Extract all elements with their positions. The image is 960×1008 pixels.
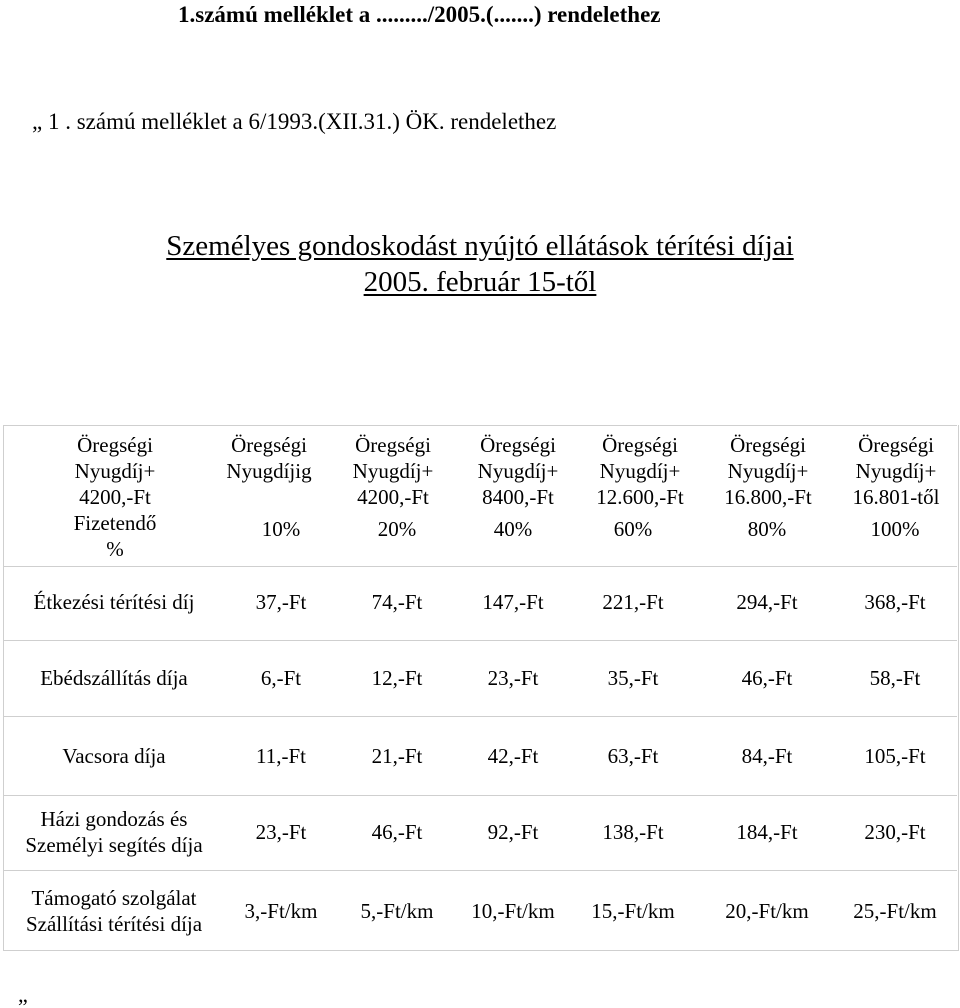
- fee-cell: 221,-Ft: [602, 590, 664, 614]
- document-heading: 1.számú melléklet a ........./2005.(.......) rendelethez: [178, 2, 661, 27]
- fee-cell: 25,-Ft/km: [853, 899, 937, 923]
- table-top-border: [3, 425, 957, 426]
- fee-cell: 20,-Ft/km: [725, 899, 809, 923]
- row-label-line: Étkezési térítési díj: [33, 590, 195, 614]
- header-left: [40, 432, 190, 562]
- table-divider: [3, 795, 957, 796]
- bracket-header: [458, 432, 578, 510]
- fee-cell: 74,-Ft: [371, 590, 423, 614]
- fee-cell: 23,-Ft: [487, 666, 539, 690]
- row-label: [8, 589, 220, 615]
- bracket-line: Nyugdíjig: [226, 459, 312, 483]
- header-left-line: 4200,-Ft: [79, 485, 151, 509]
- fee-cell: 46,-Ft: [371, 820, 423, 844]
- title-line-2: 2005. február 15-től: [363, 266, 597, 298]
- row-label-line: Szállítási térítési díja: [25, 912, 203, 936]
- header-left-line: Öregségi: [77, 433, 153, 457]
- fee-cell: 6,-Ft: [260, 666, 302, 690]
- row-label: [8, 665, 220, 691]
- bracket-header: [836, 432, 956, 510]
- reference-line: „ 1 . számú melléklet a 6/1993.(XII.31.) ÖK. rendelethez: [32, 109, 557, 134]
- bracket-line: Öregségi: [231, 433, 307, 457]
- fee-cell: 42,-Ft: [487, 744, 539, 768]
- fee-cell: 63,-Ft: [607, 744, 659, 768]
- bracket-line: Nyugdíj+: [477, 459, 559, 483]
- table-divider: [3, 566, 957, 567]
- title-line-1: Személyes gondoskodást nyújtó ellátások térítési díjai: [166, 230, 794, 262]
- header-left-line: Fizetendő: [73, 511, 157, 535]
- bracket-header: [338, 432, 448, 510]
- page-title: [0, 228, 960, 300]
- header-left-line: %: [106, 537, 124, 561]
- bracket-line: 12.600,-Ft: [596, 485, 684, 509]
- percentage-cell: 40%: [493, 517, 533, 541]
- fee-cell: 58,-Ft: [869, 666, 921, 690]
- row-label-line: Házi gondozás és: [40, 807, 188, 831]
- row-label: [8, 885, 220, 937]
- fee-cell: 5,-Ft/km: [360, 899, 434, 923]
- fee-cell: 15,-Ft/km: [591, 899, 675, 923]
- bracket-line: Öregségi: [355, 433, 431, 457]
- percentage-cell: 20%: [377, 517, 417, 541]
- fee-cell: 294,-Ft: [736, 590, 798, 614]
- fee-cell: 10,-Ft/km: [471, 899, 555, 923]
- fee-cell: 230,-Ft: [864, 820, 926, 844]
- header-left-line: Nyugdíj+: [74, 459, 156, 483]
- closing-quote: „: [18, 982, 28, 1007]
- percentage-cell: 100%: [870, 517, 920, 541]
- fee-cell: 138,-Ft: [602, 820, 664, 844]
- fee-cell: 105,-Ft: [864, 744, 926, 768]
- fee-cell: 11,-Ft: [256, 744, 306, 768]
- fee-cell: 147,-Ft: [482, 590, 544, 614]
- fee-cell: 3,-Ft/km: [244, 899, 318, 923]
- fee-cell: 12,-Ft: [371, 666, 423, 690]
- fee-cell: 21,-Ft: [371, 744, 423, 768]
- table-divider: [3, 716, 957, 717]
- fee-cell: 35,-Ft: [607, 666, 659, 690]
- table-divider: [3, 640, 957, 641]
- fee-cell: 37,-Ft: [255, 590, 307, 614]
- bracket-line: Nyugdíj+: [855, 459, 937, 483]
- bracket-header: [580, 432, 700, 510]
- bracket-line: 16.801-től: [852, 485, 940, 509]
- bracket-line: 4200,-Ft: [357, 485, 429, 509]
- fee-cell: 84,-Ft: [741, 744, 793, 768]
- bracket-header: [708, 432, 828, 510]
- fee-cell: 184,-Ft: [736, 820, 798, 844]
- row-label-line: Ebédszállítás díja: [40, 666, 188, 690]
- row-label-line: Támogató szolgálat: [31, 886, 197, 910]
- bracket-line: Öregségi: [480, 433, 556, 457]
- bracket-line: Nyugdíj+: [727, 459, 809, 483]
- percentage-cell: 10%: [261, 517, 301, 541]
- row-label-line: Vacsora díja: [62, 744, 166, 768]
- bracket-line: Öregségi: [858, 433, 934, 457]
- row-label: [8, 806, 220, 858]
- bracket-line: 16.800,-Ft: [724, 485, 812, 509]
- percentage-cell: 60%: [613, 517, 653, 541]
- fee-cell: 46,-Ft: [741, 666, 793, 690]
- fee-cell: 368,-Ft: [864, 590, 926, 614]
- bracket-line: Öregségi: [730, 433, 806, 457]
- row-label-line: Személyi segítés díja: [25, 833, 203, 857]
- fee-cell: 23,-Ft: [255, 820, 307, 844]
- bracket-line: Nyugdíj+: [352, 459, 434, 483]
- percentage-cell: 80%: [747, 517, 787, 541]
- bracket-line: Nyugdíj+: [599, 459, 681, 483]
- fee-cell: 92,-Ft: [487, 820, 539, 844]
- bracket-line: Öregségi: [602, 433, 678, 457]
- table-divider: [3, 870, 957, 871]
- bracket-line: 8400,-Ft: [482, 485, 554, 509]
- row-label: [8, 743, 220, 769]
- bracket-header: [214, 432, 324, 484]
